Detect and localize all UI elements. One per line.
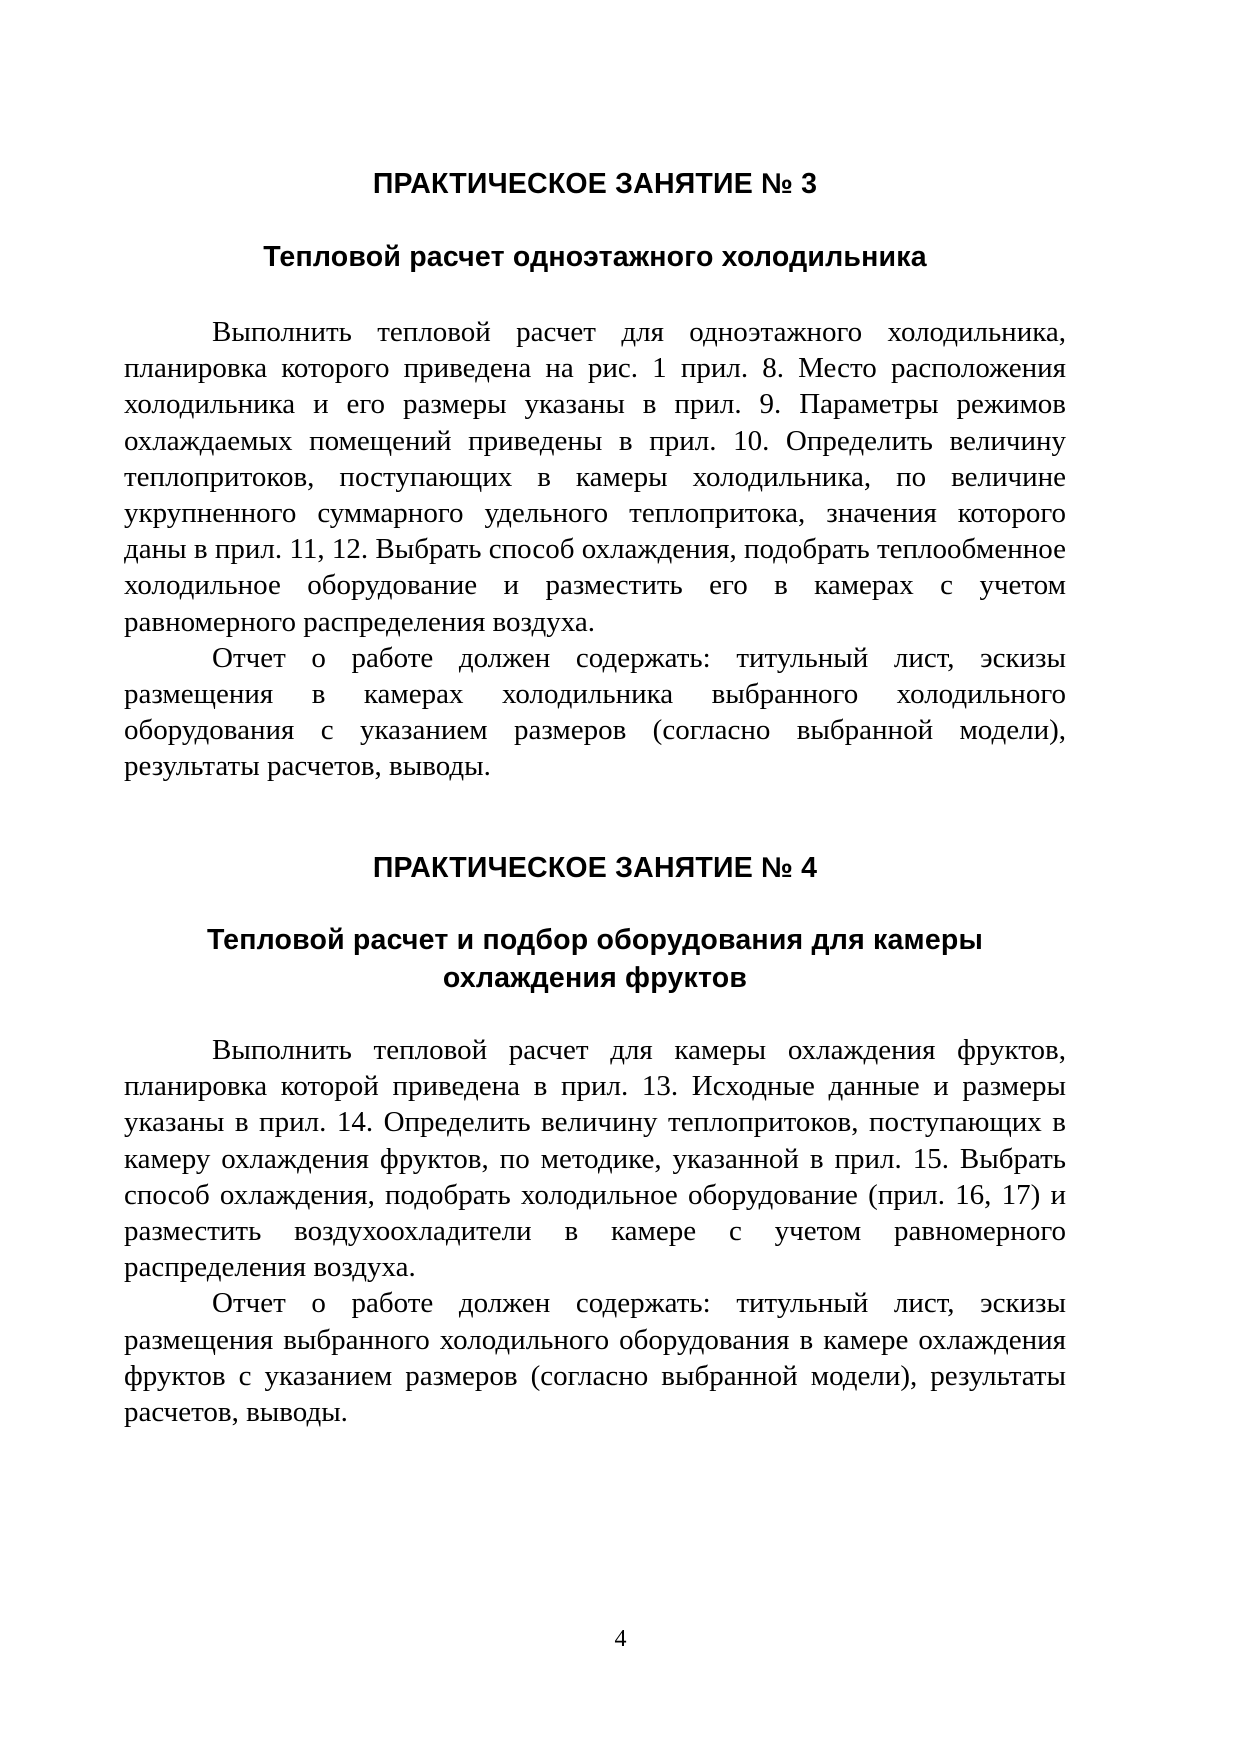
section-4-subtitle-line-1: Тепловой расчет и подбор оборудования для камеры [206, 924, 984, 956]
section-3-paragraph-1: Выполнить тепловой расчет для одноэтажного холодильника, планировка которого приведена на рис. 1 прил. 8. Место расположения холодильника и его размеры указаны в прил. 9. Параметры режимов охлаждаемых помещений приведены в прил. 10. Определить величину теплопритоков, поступающих в камеры холодильника, по величине укрупненного суммарного удельного теплопритока, значения которого даны в прил. 11, 12. Выбрать способ охлаждения, подобрать теплообменное холодильное оборудование и разместить его в камерах с учетом равномерного распределения воздуха. [124, 316, 1066, 638]
section-4-paragraph-2: Отчет о работе должен содержать: титульный лист, эскизы размещения выбранного холодильного оборудования в камере охлаждения фруктов с указанием размеров (согласно выбранной модели), результаты расчетов, выводы. [124, 1287, 1066, 1429]
section-3-body [124, 314, 1066, 785]
section-3-subtitle: Тепловой расчет одноэтажного холодильника [263, 241, 927, 273]
section-3-paragraph-2: Отчет о работе должен содержать: титульный лист, эскизы размещения в камерах холодильника выбранного холодильного оборудования с указанием размеров (согласно выбранной модели), результаты расчетов, выводы. [124, 641, 1066, 783]
section-4-subtitle [124, 921, 1066, 997]
section-4-subtitle-line-2: охлаждения фруктов [442, 962, 748, 994]
page-number: 4 [614, 1626, 627, 1652]
document-page [124, 0, 1066, 1754]
section-4-paragraph-1: Выполнить тепловой расчет для камеры охлаждения фруктов, планировка которой приведена в прил. 13. Исходные данные и размеры указаны в прил. 14. Определить величину теплопритоков, поступающих в камеру охлаждения фруктов, по методике, указанной в прил. 15. Выбрать способ охлаждения, подобрать холодильное оборудование (прил. 16, 17) и разместить воздухоохладители в камере с учетом равномерного распределения воздуха. [124, 1034, 1066, 1284]
section-4-title: ПРАКТИЧЕСКОЕ ЗАНЯТИЕ № 4 [372, 852, 818, 884]
section-3-title: ПРАКТИЧЕСКОЕ ЗАНЯТИЕ № 3 [372, 168, 818, 200]
section-4-body [124, 1032, 1066, 1430]
